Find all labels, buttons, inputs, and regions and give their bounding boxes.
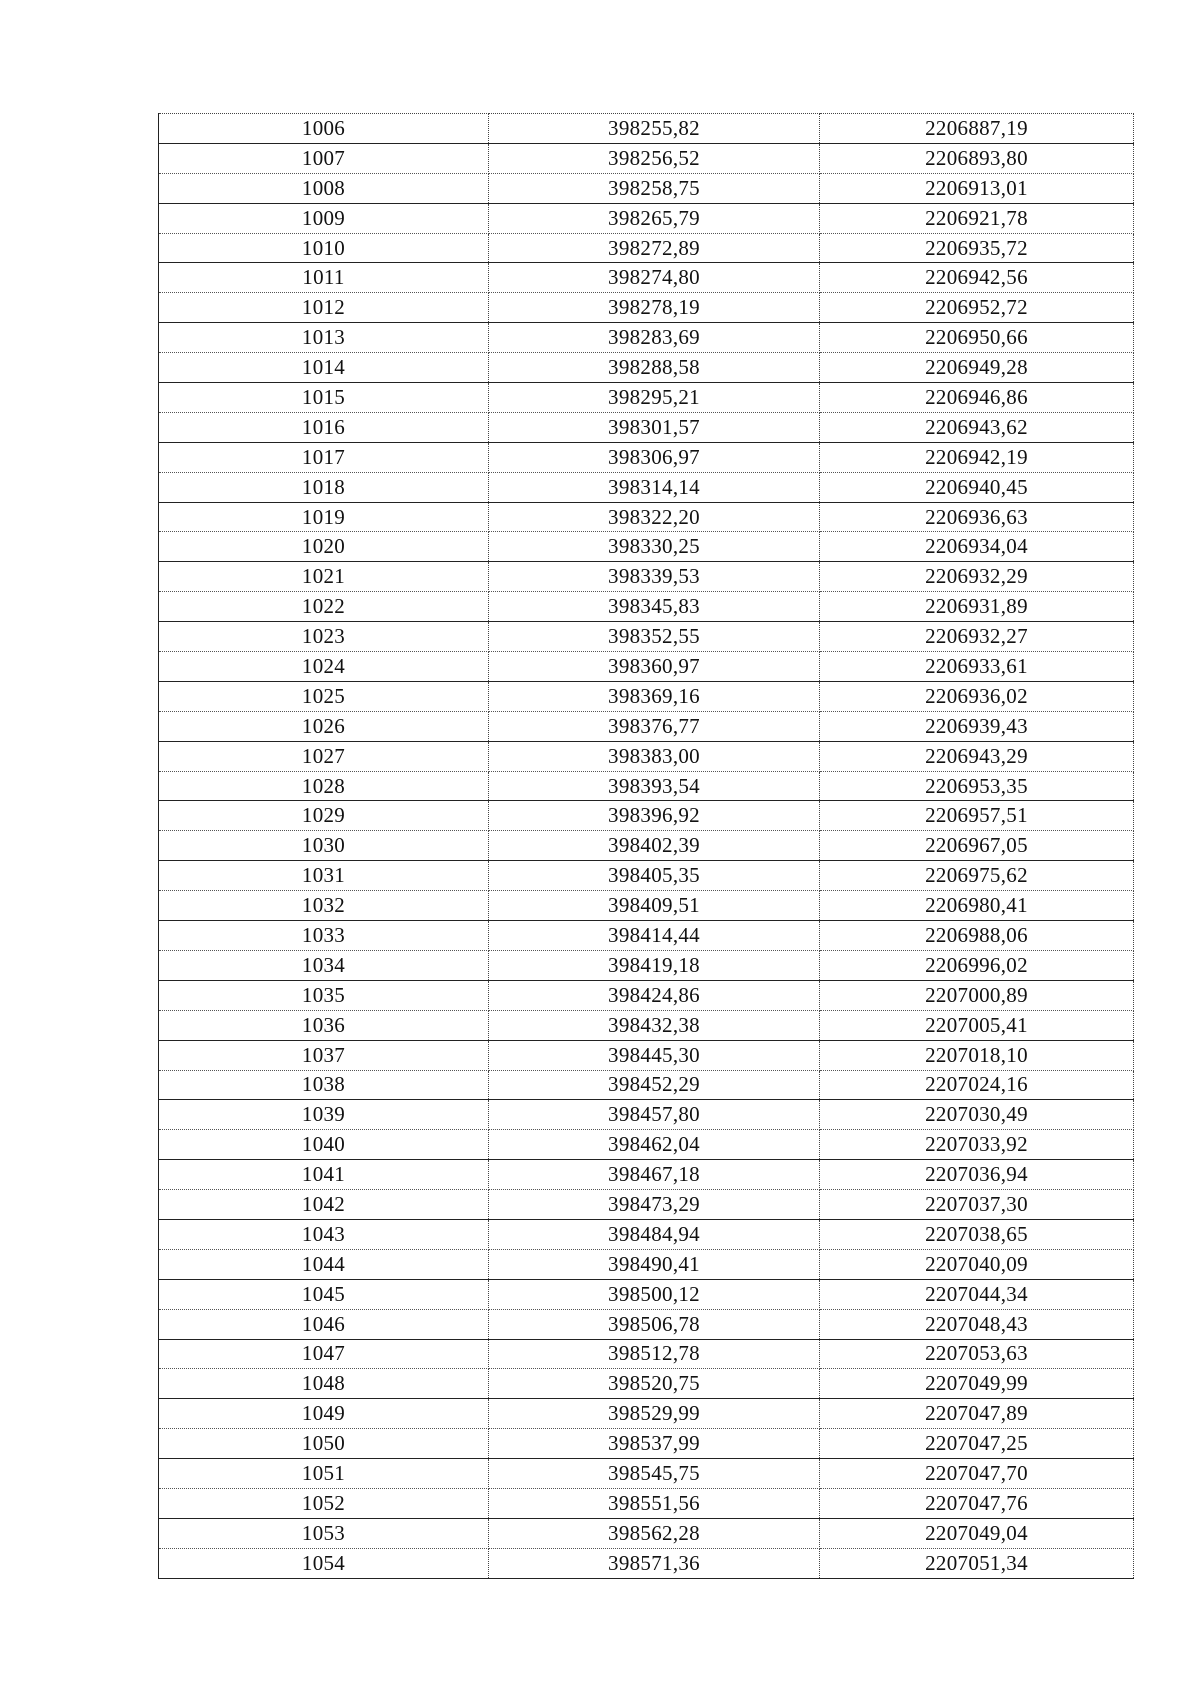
x-coordinate-cell: 398484,94	[489, 1219, 820, 1249]
x-coordinate-cell: 398405,35	[489, 861, 820, 891]
y-coordinate-cell: 2207053,63	[820, 1339, 1134, 1369]
point-number-cell: 1024	[159, 652, 489, 682]
x-coordinate-cell: 398376,77	[489, 711, 820, 741]
x-coordinate-cell: 398490,41	[489, 1249, 820, 1279]
point-number-cell: 1051	[159, 1459, 489, 1489]
point-number-cell: 1027	[159, 741, 489, 771]
point-number-cell: 1039	[159, 1100, 489, 1130]
table-row	[159, 442, 1134, 472]
table-row	[159, 233, 1134, 263]
y-coordinate-cell: 2206913,01	[820, 173, 1134, 203]
table-row	[159, 980, 1134, 1010]
x-coordinate-cell: 398551,56	[489, 1488, 820, 1518]
point-number-cell: 1012	[159, 293, 489, 323]
y-coordinate-cell: 2207018,10	[820, 1040, 1134, 1070]
point-number-cell: 1022	[159, 592, 489, 622]
table-row	[159, 1459, 1134, 1489]
table-row	[159, 921, 1134, 951]
point-number-cell: 1028	[159, 771, 489, 801]
y-coordinate-cell: 2206942,56	[820, 263, 1134, 293]
y-coordinate-cell: 2206893,80	[820, 143, 1134, 173]
x-coordinate-cell: 398360,97	[489, 652, 820, 682]
table-row	[159, 801, 1134, 831]
point-number-cell: 1016	[159, 412, 489, 442]
y-coordinate-cell: 2206975,62	[820, 861, 1134, 891]
y-coordinate-cell: 2206949,28	[820, 353, 1134, 383]
x-coordinate-cell: 398339,53	[489, 562, 820, 592]
table-row	[159, 622, 1134, 652]
table-row	[159, 263, 1134, 293]
x-coordinate-cell: 398545,75	[489, 1459, 820, 1489]
y-coordinate-cell: 2206942,19	[820, 442, 1134, 472]
point-number-cell: 1032	[159, 891, 489, 921]
point-number-cell: 1023	[159, 622, 489, 652]
point-number-cell: 1043	[159, 1219, 489, 1249]
table-row	[159, 950, 1134, 980]
y-coordinate-cell: 2206946,86	[820, 383, 1134, 413]
x-coordinate-cell: 398288,58	[489, 353, 820, 383]
y-coordinate-cell: 2206921,78	[820, 203, 1134, 233]
x-coordinate-cell: 398274,80	[489, 263, 820, 293]
point-number-cell: 1007	[159, 143, 489, 173]
x-coordinate-cell: 398306,97	[489, 442, 820, 472]
point-number-cell: 1010	[159, 233, 489, 263]
y-coordinate-cell: 2207051,34	[820, 1548, 1134, 1578]
x-coordinate-cell: 398414,44	[489, 921, 820, 951]
y-coordinate-cell: 2206935,72	[820, 233, 1134, 263]
x-coordinate-cell: 398301,57	[489, 412, 820, 442]
y-coordinate-cell: 2207030,49	[820, 1100, 1134, 1130]
table-row	[159, 771, 1134, 801]
table-row	[159, 383, 1134, 413]
point-number-cell: 1018	[159, 472, 489, 502]
point-number-cell: 1034	[159, 950, 489, 980]
y-coordinate-cell: 2207048,43	[820, 1309, 1134, 1339]
y-coordinate-cell: 2206934,04	[820, 532, 1134, 562]
y-coordinate-cell: 2207044,34	[820, 1279, 1134, 1309]
y-coordinate-cell: 2206953,35	[820, 771, 1134, 801]
table-row	[159, 1190, 1134, 1220]
table-row	[159, 741, 1134, 771]
y-coordinate-cell: 2206980,41	[820, 891, 1134, 921]
y-coordinate-cell: 2207047,89	[820, 1399, 1134, 1429]
table-row	[159, 1548, 1134, 1578]
x-coordinate-cell: 398537,99	[489, 1429, 820, 1459]
table-row	[159, 1070, 1134, 1100]
x-coordinate-cell: 398467,18	[489, 1160, 820, 1190]
coordinates-table	[158, 113, 1134, 1579]
y-coordinate-cell: 2207005,41	[820, 1010, 1134, 1040]
point-number-cell: 1015	[159, 383, 489, 413]
table-row	[159, 173, 1134, 203]
table-row	[159, 1040, 1134, 1070]
point-number-cell: 1040	[159, 1130, 489, 1160]
point-number-cell: 1044	[159, 1249, 489, 1279]
table-row	[159, 323, 1134, 353]
table-row	[159, 412, 1134, 442]
table-row	[159, 891, 1134, 921]
y-coordinate-cell: 2206967,05	[820, 831, 1134, 861]
x-coordinate-cell: 398473,29	[489, 1190, 820, 1220]
point-number-cell: 1031	[159, 861, 489, 891]
point-number-cell: 1006	[159, 114, 489, 144]
x-coordinate-cell: 398393,54	[489, 771, 820, 801]
y-coordinate-cell: 2206943,62	[820, 412, 1134, 442]
y-coordinate-cell: 2206950,66	[820, 323, 1134, 353]
y-coordinate-cell: 2207049,99	[820, 1369, 1134, 1399]
point-number-cell: 1009	[159, 203, 489, 233]
table-row	[159, 1309, 1134, 1339]
y-coordinate-cell: 2207000,89	[820, 980, 1134, 1010]
y-coordinate-cell: 2206936,02	[820, 681, 1134, 711]
table-row	[159, 1100, 1134, 1130]
y-coordinate-cell: 2206943,29	[820, 741, 1134, 771]
table-row	[159, 652, 1134, 682]
point-number-cell: 1030	[159, 831, 489, 861]
x-coordinate-cell: 398409,51	[489, 891, 820, 921]
y-coordinate-cell: 2207037,30	[820, 1190, 1134, 1220]
x-coordinate-cell: 398322,20	[489, 502, 820, 532]
table-row	[159, 353, 1134, 383]
point-number-cell: 1038	[159, 1070, 489, 1100]
table-row	[159, 203, 1134, 233]
table-row	[159, 681, 1134, 711]
point-number-cell: 1011	[159, 263, 489, 293]
y-coordinate-cell: 2207024,16	[820, 1070, 1134, 1100]
y-coordinate-cell: 2207033,92	[820, 1130, 1134, 1160]
x-coordinate-cell: 398419,18	[489, 950, 820, 980]
point-number-cell: 1046	[159, 1309, 489, 1339]
y-coordinate-cell: 2207036,94	[820, 1160, 1134, 1190]
point-number-cell: 1054	[159, 1548, 489, 1578]
point-number-cell: 1041	[159, 1160, 489, 1190]
y-coordinate-cell: 2206933,61	[820, 652, 1134, 682]
x-coordinate-cell: 398330,25	[489, 532, 820, 562]
x-coordinate-cell: 398383,00	[489, 741, 820, 771]
table-row	[159, 1130, 1134, 1160]
x-coordinate-cell: 398571,36	[489, 1548, 820, 1578]
point-number-cell: 1052	[159, 1488, 489, 1518]
point-number-cell: 1026	[159, 711, 489, 741]
y-coordinate-cell: 2206940,45	[820, 472, 1134, 502]
x-coordinate-cell: 398352,55	[489, 622, 820, 652]
table-row	[159, 472, 1134, 502]
point-number-cell: 1035	[159, 980, 489, 1010]
y-coordinate-cell: 2207047,76	[820, 1488, 1134, 1518]
table-row	[159, 1279, 1134, 1309]
point-number-cell: 1019	[159, 502, 489, 532]
coordinates-table-body	[159, 114, 1134, 1579]
table-row	[159, 711, 1134, 741]
table-row	[159, 1399, 1134, 1429]
point-number-cell: 1021	[159, 562, 489, 592]
x-coordinate-cell: 398562,28	[489, 1518, 820, 1548]
table-row	[159, 562, 1134, 592]
x-coordinate-cell: 398265,79	[489, 203, 820, 233]
x-coordinate-cell: 398432,38	[489, 1010, 820, 1040]
y-coordinate-cell: 2207038,65	[820, 1219, 1134, 1249]
point-number-cell: 1025	[159, 681, 489, 711]
y-coordinate-cell: 2206887,19	[820, 114, 1134, 144]
point-number-cell: 1033	[159, 921, 489, 951]
table-row	[159, 592, 1134, 622]
x-coordinate-cell: 398396,92	[489, 801, 820, 831]
y-coordinate-cell: 2207040,09	[820, 1249, 1134, 1279]
x-coordinate-cell: 398500,12	[489, 1279, 820, 1309]
point-number-cell: 1014	[159, 353, 489, 383]
x-coordinate-cell: 398258,75	[489, 173, 820, 203]
table-row	[159, 1488, 1134, 1518]
point-number-cell: 1020	[159, 532, 489, 562]
y-coordinate-cell: 2206939,43	[820, 711, 1134, 741]
x-coordinate-cell: 398402,39	[489, 831, 820, 861]
x-coordinate-cell: 398255,82	[489, 114, 820, 144]
x-coordinate-cell: 398445,30	[489, 1040, 820, 1070]
table-row	[159, 861, 1134, 891]
x-coordinate-cell: 398506,78	[489, 1309, 820, 1339]
point-number-cell: 1045	[159, 1279, 489, 1309]
point-number-cell: 1037	[159, 1040, 489, 1070]
y-coordinate-cell: 2206952,72	[820, 293, 1134, 323]
table-row	[159, 1518, 1134, 1548]
table-row	[159, 831, 1134, 861]
point-number-cell: 1013	[159, 323, 489, 353]
x-coordinate-cell: 398452,29	[489, 1070, 820, 1100]
x-coordinate-cell: 398369,16	[489, 681, 820, 711]
table-row	[159, 1249, 1134, 1279]
table-row	[159, 532, 1134, 562]
x-coordinate-cell: 398457,80	[489, 1100, 820, 1130]
point-number-cell: 1048	[159, 1369, 489, 1399]
table-row	[159, 502, 1134, 532]
table-row	[159, 1010, 1134, 1040]
point-number-cell: 1029	[159, 801, 489, 831]
x-coordinate-cell: 398283,69	[489, 323, 820, 353]
y-coordinate-cell: 2206932,29	[820, 562, 1134, 592]
table-row	[159, 1339, 1134, 1369]
point-number-cell: 1042	[159, 1190, 489, 1220]
x-coordinate-cell: 398278,19	[489, 293, 820, 323]
x-coordinate-cell: 398256,52	[489, 143, 820, 173]
x-coordinate-cell: 398529,99	[489, 1399, 820, 1429]
x-coordinate-cell: 398295,21	[489, 383, 820, 413]
table-row	[159, 1219, 1134, 1249]
point-number-cell: 1008	[159, 173, 489, 203]
point-number-cell: 1053	[159, 1518, 489, 1548]
y-coordinate-cell: 2206932,27	[820, 622, 1134, 652]
x-coordinate-cell: 398272,89	[489, 233, 820, 263]
point-number-cell: 1036	[159, 1010, 489, 1040]
x-coordinate-cell: 398424,86	[489, 980, 820, 1010]
x-coordinate-cell: 398512,78	[489, 1339, 820, 1369]
table-row	[159, 1160, 1134, 1190]
table-row	[159, 143, 1134, 173]
table-row	[159, 114, 1134, 144]
point-number-cell: 1047	[159, 1339, 489, 1369]
table-row	[159, 293, 1134, 323]
table-row	[159, 1369, 1134, 1399]
y-coordinate-cell: 2207049,04	[820, 1518, 1134, 1548]
table-row	[159, 1429, 1134, 1459]
x-coordinate-cell: 398314,14	[489, 472, 820, 502]
y-coordinate-cell: 2206996,02	[820, 950, 1134, 980]
point-number-cell: 1050	[159, 1429, 489, 1459]
y-coordinate-cell: 2206957,51	[820, 801, 1134, 831]
x-coordinate-cell: 398462,04	[489, 1130, 820, 1160]
point-number-cell: 1049	[159, 1399, 489, 1429]
x-coordinate-cell: 398345,83	[489, 592, 820, 622]
y-coordinate-cell: 2206988,06	[820, 921, 1134, 951]
y-coordinate-cell: 2206931,89	[820, 592, 1134, 622]
y-coordinate-cell: 2207047,25	[820, 1429, 1134, 1459]
y-coordinate-cell: 2207047,70	[820, 1459, 1134, 1489]
point-number-cell: 1017	[159, 442, 489, 472]
y-coordinate-cell: 2206936,63	[820, 502, 1134, 532]
x-coordinate-cell: 398520,75	[489, 1369, 820, 1399]
